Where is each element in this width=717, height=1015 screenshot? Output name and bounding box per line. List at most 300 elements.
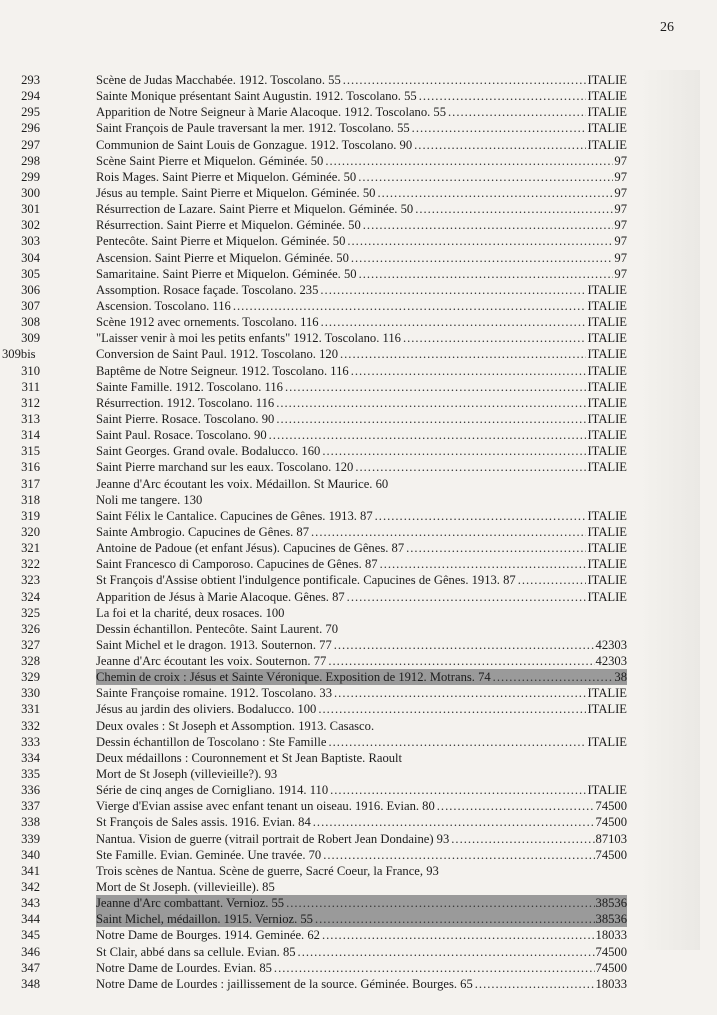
entry-destination: ITALIE <box>587 444 627 459</box>
entry-description: Ascension. Toscolano. 116 <box>96 298 231 313</box>
list-item <box>0 911 717 927</box>
entry-description: Résurrection. 1912. Toscolano. 116 <box>96 395 275 410</box>
list-item <box>0 459 717 475</box>
entry-destination: ITALIE <box>587 121 627 136</box>
list-item <box>0 605 717 621</box>
entry-description: Saint Michel, médaillon. 1915. Vernioz. 55 <box>96 912 313 927</box>
entry-destination: ITALIE <box>587 734 627 749</box>
dot-leader <box>415 201 613 217</box>
entry-number: 305 <box>21 266 40 281</box>
entry-destination <box>626 621 627 637</box>
list-item <box>0 782 717 798</box>
entry-description: Communion de Saint Louis de Gonzague. 1912. Toscolano. 90 <box>96 137 413 152</box>
entry-number: 330 <box>21 686 40 701</box>
list-item <box>0 895 717 911</box>
entry-description: Saint Félix le Cantalice. Capucines de Gênes. 1913. 87 <box>96 508 373 523</box>
entry-description: Saint Pierre marchand sur les eaux. Toscolano. 120 <box>96 460 354 475</box>
entry-description: St François de Sales assis. 1916. Evian. 84 <box>96 815 311 830</box>
entry-destination: ITALIE <box>587 137 627 152</box>
entry-description: Antoine de Padoue (et enfant Jésus). Capucines de Gênes. 87 <box>96 541 405 556</box>
entry-line <box>96 637 627 653</box>
entry-number: 337 <box>21 799 40 814</box>
entry-line <box>96 201 627 217</box>
dot-leader <box>376 718 626 734</box>
entry-number: 323 <box>21 573 40 588</box>
dot-leader <box>286 605 626 621</box>
list-item <box>0 685 717 701</box>
entry-number: 312 <box>21 395 40 410</box>
catalogue-list <box>0 72 717 992</box>
entry-description: Jeanne d'Arc combattant. Vernioz. 55 <box>96 896 285 911</box>
entry-number: 348 <box>21 976 40 991</box>
entry-destination: ITALIE <box>587 557 627 572</box>
list-item <box>0 346 717 362</box>
list-item <box>0 701 717 717</box>
entry-number: 309 <box>21 331 40 346</box>
entry-line <box>96 879 627 895</box>
entry-number: 341 <box>21 863 40 878</box>
entry-line <box>96 944 627 960</box>
entry-destination: 97 <box>614 250 627 265</box>
entry-destination: 74500 <box>595 815 627 830</box>
entry-destination: ITALIE <box>587 589 627 604</box>
entry-description: Dessin échantillon. Pentecôte. Saint Laurent. 70 <box>96 621 339 636</box>
entry-destination <box>626 605 627 621</box>
dot-leader <box>437 798 595 814</box>
entry-destination: 74500 <box>595 960 627 975</box>
dot-leader <box>375 508 587 524</box>
dot-leader <box>358 169 613 185</box>
entry-number: 316 <box>21 460 40 475</box>
entry-line <box>96 492 627 508</box>
list-item <box>0 508 717 524</box>
entry-description: Apparition de Jésus à Marie Alacoque. Gênes. 87 <box>96 589 345 604</box>
dot-leader <box>340 621 626 637</box>
entry-number: 308 <box>21 315 40 330</box>
entry-number: 294 <box>21 89 40 104</box>
list-item <box>0 282 717 298</box>
list-item <box>0 960 717 976</box>
list-item <box>0 831 717 847</box>
dot-leader <box>313 814 595 830</box>
entry-line <box>96 718 627 734</box>
entry-description: Saint Georges. Grand ovale. Bodalucco. 160 <box>96 444 321 459</box>
entry-destination: ITALIE <box>587 379 627 394</box>
entry-line <box>96 605 627 621</box>
list-item <box>0 492 717 508</box>
entry-number: 307 <box>21 298 40 313</box>
entry-description: Trois scènes de Nantua. Scène de guerre, Sacré Coeur, la France, 93 <box>96 863 439 878</box>
entry-line <box>96 104 627 120</box>
entry-number: 347 <box>21 960 40 975</box>
list-item <box>0 976 717 992</box>
entry-destination: ITALIE <box>587 89 627 104</box>
entry-number: 335 <box>21 767 40 782</box>
dot-leader <box>403 330 586 346</box>
entry-line <box>96 88 627 104</box>
dot-leader <box>323 847 594 863</box>
list-item <box>0 266 717 282</box>
dot-leader <box>233 298 587 314</box>
entry-number: 333 <box>21 734 40 749</box>
dot-leader <box>330 782 586 798</box>
entry-number: 318 <box>21 492 40 507</box>
list-item <box>0 314 717 330</box>
entry-description: St François d'Assise obtient l'indulgence pontificale. Capucines de Gênes. 1913. 87 <box>96 573 516 588</box>
entry-number: 339 <box>21 831 40 846</box>
dot-leader <box>475 976 595 992</box>
entry-number: 322 <box>21 557 40 572</box>
entry-description: Nantua. Vision de guerre (vitrail portrait de Robert Jean Dondaine) 93 <box>96 831 450 846</box>
entry-line <box>96 960 627 976</box>
dot-leader <box>334 685 586 701</box>
entry-line <box>96 250 627 266</box>
entry-destination: 38536 <box>595 912 627 927</box>
entry-line <box>96 266 627 282</box>
dot-leader <box>414 137 586 153</box>
entry-line <box>96 524 627 540</box>
entry-description: Mort de St Joseph. (villevieille). 85 <box>96 880 275 895</box>
entry-description: Saint François de Paule traversant la mer. 1912. Toscolano. 55 <box>96 121 410 136</box>
entry-line <box>96 927 627 943</box>
entry-description: Ste Famille. Evian. Geminée. Une travée. 70 <box>96 847 322 862</box>
entry-destination: ITALIE <box>587 460 627 475</box>
entry-number: 320 <box>21 524 40 539</box>
dot-leader <box>322 927 595 943</box>
entry-line <box>96 766 627 782</box>
entry-line <box>96 395 627 411</box>
list-item <box>0 540 717 556</box>
list-item <box>0 137 717 153</box>
dot-leader <box>419 88 587 104</box>
entry-line <box>96 685 627 701</box>
dot-leader <box>355 459 586 475</box>
list-item <box>0 217 717 233</box>
entry-description: Ascension. Saint Pierre et Miquelon. Géminée. 50 <box>96 250 349 265</box>
dot-leader <box>334 637 595 653</box>
entry-destination: ITALIE <box>587 282 627 297</box>
entry-number: 319 <box>21 508 40 523</box>
list-item <box>0 185 717 201</box>
entry-line <box>96 750 627 766</box>
entry-description: Noli me tangere. 130 <box>96 492 203 507</box>
entry-line <box>96 863 627 879</box>
entry-description: Apparition de Notre Seigneur à Marie Alacoque. 1912. Toscolano. 55 <box>96 105 447 120</box>
entry-destination <box>626 718 627 734</box>
entry-line <box>96 734 627 750</box>
entry-destination: ITALIE <box>587 508 627 523</box>
entry-destination: 97 <box>614 185 627 200</box>
entry-destination: 74500 <box>595 944 627 959</box>
dot-leader <box>351 363 587 379</box>
entry-destination: 97 <box>614 266 627 281</box>
entry-line <box>96 217 627 233</box>
dot-leader <box>320 282 586 298</box>
entry-line <box>96 976 627 992</box>
list-item <box>0 379 717 395</box>
entry-destination: ITALIE <box>587 105 627 120</box>
entry-destination: ITALIE <box>587 363 627 378</box>
dot-leader <box>363 217 614 233</box>
entry-destination: ITALIE <box>587 347 627 362</box>
entry-number: 342 <box>21 880 40 895</box>
list-item <box>0 298 717 314</box>
list-item <box>0 718 717 734</box>
list-item <box>0 814 717 830</box>
entry-line <box>96 346 627 362</box>
dot-leader <box>451 831 594 847</box>
entry-description: Résurrection. Saint Pierre et Miquelon. Géminée. 50 <box>96 218 361 233</box>
list-item <box>0 395 717 411</box>
entry-number: 325 <box>21 605 40 620</box>
entry-description: Vierge d'Evian assise avec enfant tenant un oiseau. 1916. Evian. 80 <box>96 799 435 814</box>
entry-number: 313 <box>21 411 40 426</box>
entry-description: Baptême de Notre Seigneur. 1912. Toscolano. 116 <box>96 363 349 378</box>
entry-number: 303 <box>21 234 40 249</box>
entry-destination <box>626 879 627 895</box>
list-item <box>0 750 717 766</box>
list-item <box>0 120 717 136</box>
dot-leader <box>404 750 626 766</box>
entry-line <box>96 476 627 492</box>
entry-number: 297 <box>21 137 40 152</box>
entry-description: Résurrection de Lazare. Saint Pierre et Miquelon. Géminée. 50 <box>96 202 414 217</box>
entry-destination: ITALIE <box>587 783 627 798</box>
entry-line <box>96 443 627 459</box>
entry-description: Pentecôte. Saint Pierre et Miquelon. Géminée. 50 <box>96 234 346 249</box>
dot-leader <box>279 766 626 782</box>
dot-leader <box>325 153 613 169</box>
dot-leader <box>277 879 626 895</box>
entry-line <box>96 459 627 475</box>
entry-number: 299 <box>21 169 40 184</box>
entry-destination: ITALIE <box>587 395 627 410</box>
entry-description: Sainte Monique présentant Saint Augustin. 1912. Toscolano. 55 <box>96 89 417 104</box>
list-item <box>0 524 717 540</box>
dot-leader <box>328 653 594 669</box>
entry-number: 340 <box>21 847 40 862</box>
entry-destination <box>626 766 627 782</box>
entry-description: Jeanne d'Arc écoutant les voix. Médaillon. St Maurice. 60 <box>96 476 389 491</box>
dot-leader <box>359 266 614 282</box>
entry-number: 324 <box>21 589 40 604</box>
entry-description: Rois Mages. Saint Pierre et Miquelon. Géminée. 50 <box>96 169 357 184</box>
entry-line <box>96 120 627 136</box>
entry-description: Mort de St Joseph (villevieille?). 93 <box>96 767 278 782</box>
entry-number: 306 <box>21 282 40 297</box>
entry-number: 327 <box>21 637 40 652</box>
dot-leader <box>318 701 586 717</box>
list-item <box>0 88 717 104</box>
entry-line <box>96 653 627 669</box>
entry-number: 331 <box>21 702 40 717</box>
dot-leader <box>276 411 586 427</box>
dot-leader <box>269 427 587 443</box>
entry-line <box>96 701 627 717</box>
entry-description: Jeanne d'Arc écoutant les voix. Souternon. 77 <box>96 654 327 669</box>
entry-description: Jésus au temple. Saint Pierre et Miquelon. Géminée. 50 <box>96 185 376 200</box>
entry-line <box>96 556 627 572</box>
entry-description: Scène 1912 avec ornements. Toscolano. 116 <box>96 315 319 330</box>
entry-number: 304 <box>21 250 40 265</box>
dot-leader <box>286 895 594 911</box>
entry-number: 328 <box>21 654 40 669</box>
entry-line <box>96 572 627 588</box>
entry-destination <box>626 750 627 766</box>
entry-description: Conversion de Saint Paul. 1912. Toscolano. 120 <box>96 347 338 362</box>
list-item <box>0 621 717 637</box>
entry-description: Sainte Ambrogio. Capucines de Gênes. 87 <box>96 524 310 539</box>
entry-description: Sainte Famille. 1912. Toscolano. 116 <box>96 379 283 394</box>
list-item <box>0 734 717 750</box>
entry-destination: ITALIE <box>587 524 627 539</box>
entry-description: Saint Paul. Rosace. Toscolano. 90 <box>96 428 267 443</box>
entry-number: 321 <box>21 541 40 556</box>
entry-line <box>96 379 627 395</box>
entry-description: La foi et la charité, deux rosaces. 100 <box>96 605 285 620</box>
entry-destination: ITALIE <box>587 541 627 556</box>
entry-line <box>96 314 627 330</box>
entry-number: 302 <box>21 218 40 233</box>
entry-number: 314 <box>21 428 40 443</box>
dot-leader <box>321 314 587 330</box>
entry-line <box>96 798 627 814</box>
entry-description: Assomption. Rosace façade. Toscolano. 235 <box>96 282 319 297</box>
entry-description: Scène de Judas Macchabée. 1912. Toscolano. 55 <box>96 73 341 87</box>
entry-destination: ITALIE <box>587 315 627 330</box>
entry-description: Chemin de croix : Jésus et Sainte Véronique. Exposition de 1912. Motrans. 74 <box>96 670 491 685</box>
list-item <box>0 169 717 185</box>
entry-destination: ITALIE <box>587 573 627 588</box>
list-item <box>0 443 717 459</box>
list-item <box>0 233 717 249</box>
entry-destination: 42303 <box>595 654 627 669</box>
entry-destination: ITALIE <box>587 411 627 426</box>
entry-destination: 38 <box>614 670 627 685</box>
entry-description: Scène Saint Pierre et Miquelon. Géminée. 50 <box>96 153 324 168</box>
list-item <box>0 927 717 943</box>
list-item <box>0 653 717 669</box>
list-item <box>0 427 717 443</box>
entry-destination: 42303 <box>595 637 627 652</box>
entry-line <box>96 508 627 524</box>
entry-number: 315 <box>21 444 40 459</box>
entry-destination: 74500 <box>595 799 627 814</box>
entry-description: Saint Francesco di Camporoso. Capucines de Gênes. 87 <box>96 557 378 572</box>
dot-leader <box>340 346 586 362</box>
entry-destination <box>626 476 627 492</box>
dot-leader <box>315 911 595 927</box>
entry-number: 329 <box>21 670 40 685</box>
entry-number: 345 <box>21 928 40 943</box>
entry-number: 300 <box>21 185 40 200</box>
entry-destination: 74500 <box>595 847 627 862</box>
entry-line <box>96 411 627 427</box>
entry-line <box>96 137 627 153</box>
entry-number: 296 <box>21 121 40 136</box>
entry-line <box>96 185 627 201</box>
list-item <box>0 153 717 169</box>
list-item <box>0 798 717 814</box>
entry-line <box>96 298 627 314</box>
entry-line <box>96 169 627 185</box>
entry-destination <box>626 492 627 508</box>
dot-leader <box>322 443 586 459</box>
entry-line <box>96 589 627 605</box>
entry-destination: 97 <box>614 218 627 233</box>
entry-line <box>96 669 627 685</box>
entry-line <box>96 911 627 927</box>
entry-number: 338 <box>21 815 40 830</box>
entry-description: Notre Dame de Bourges. 1914. Geminée. 62 <box>96 928 320 943</box>
entry-destination: 97 <box>614 202 627 217</box>
entry-description: Deux médaillons : Couronnement et St Jean Baptiste. Raoult <box>96 750 403 765</box>
dot-leader <box>390 476 626 492</box>
list-item <box>0 104 717 120</box>
list-item <box>0 556 717 572</box>
list-item <box>0 669 717 685</box>
dot-leader <box>412 120 587 136</box>
entry-description: Notre Dame de Lourdes. Evian. 85 <box>96 960 272 975</box>
entry-line <box>96 831 627 847</box>
entry-description: Deux ovales : St Joseph et Assomption. 1913. Casasco. <box>96 718 375 733</box>
entry-description: Notre Dame de Lourdes : jaillissement de la source. Géminée. Bourges. 65 <box>96 976 473 991</box>
dot-leader <box>377 185 613 201</box>
entry-destination: 97 <box>614 234 627 249</box>
list-item <box>0 201 717 217</box>
list-item <box>0 476 717 492</box>
entry-line <box>96 363 627 379</box>
list-item <box>0 766 717 782</box>
dot-leader <box>298 944 595 960</box>
entry-line <box>96 153 627 169</box>
entry-line <box>96 782 627 798</box>
entry-line <box>96 282 627 298</box>
entry-number: 334 <box>21 750 40 765</box>
dot-leader <box>274 960 595 976</box>
list-item <box>0 72 717 88</box>
entry-description: Saint Michel et le dragon. 1913. Souternon. 77 <box>96 637 332 652</box>
dot-leader <box>328 734 586 750</box>
entry-description: St Clair, abbé dans sa cellule. Evian. 85 <box>96 944 296 959</box>
entry-description: "Laisser venir à moi les petits enfants" 1912. Toscolano. 116 <box>96 331 401 346</box>
entry-line <box>96 895 627 911</box>
entry-number: 317 <box>21 476 40 491</box>
dot-leader <box>406 540 586 556</box>
entry-number: 332 <box>21 718 40 733</box>
entry-destination: ITALIE <box>587 428 627 443</box>
list-item <box>0 411 717 427</box>
dot-leader <box>276 395 586 411</box>
dot-leader <box>347 233 613 249</box>
entry-destination: 18033 <box>595 976 627 991</box>
entry-description: Jésus au jardin des oliviers. Bodalucco. 100 <box>96 702 317 717</box>
page-number: 26 <box>660 20 674 35</box>
entry-number: 346 <box>21 944 40 959</box>
entry-destination: ITALIE <box>587 331 627 346</box>
entry-line <box>96 814 627 830</box>
entry-destination: ITALIE <box>587 73 627 87</box>
entry-line <box>96 847 627 863</box>
dot-leader <box>311 524 586 540</box>
entry-line <box>96 427 627 443</box>
entry-destination: 38536 <box>595 896 627 911</box>
entry-number: 309bis <box>2 347 36 362</box>
entry-number: 311 <box>21 379 40 394</box>
list-item <box>0 944 717 960</box>
list-item <box>0 863 717 879</box>
entry-number: 344 <box>21 912 40 927</box>
